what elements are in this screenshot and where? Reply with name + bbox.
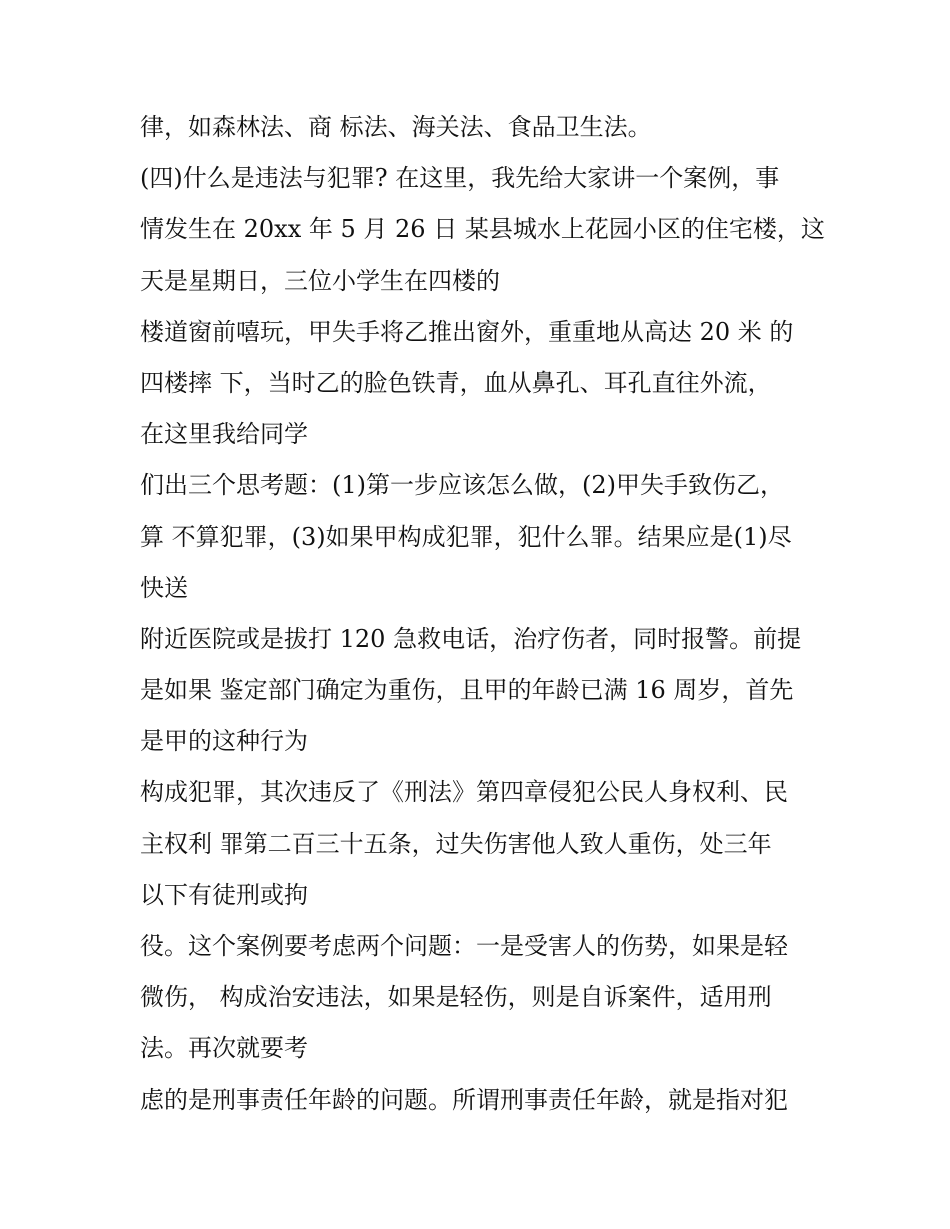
text-line: 们出三个思考题：(1)第一步应该怎么做，(2)甲失手致伤乙， <box>140 471 784 500</box>
text-line: 役。这个案例要考虑两个问题：一是受害人的伤势，如果是轻 <box>140 932 788 960</box>
text-line: 在这里我给同学 <box>140 420 308 449</box>
text-line: 附近医院或是拔打 120 急救电话，治疗伤者，同时报警。前提 <box>140 624 802 653</box>
text-line: 算 不算犯罪，(3)如果甲构成犯罪，犯什么罪。结果应是(1)尽 <box>140 522 792 551</box>
text-line: 微伤， 构成治安违法，如果是轻伤，则是自诉案件，适用刑 <box>140 983 772 1012</box>
text-line: 四楼摔 下，当时乙的脸色铁青，血从鼻孔、耳孔直往外流， <box>140 368 772 397</box>
text-line: 是甲的这种行为 <box>140 727 308 756</box>
text-line: 天是星期日，三位小学生在四楼的 <box>140 266 500 295</box>
text-line: (四)什么是违法与犯罪? 在这里，我先给大家讲一个案例，事 <box>140 164 780 193</box>
text-line: 是如果 鉴定部门确定为重伤，且甲的年龄已满 16 周岁，首先 <box>140 676 794 705</box>
text-line: 楼道窗前嘻玩，甲失手将乙推出窗外，重重地从高达 20 米 的 <box>140 317 794 346</box>
body-text <box>140 102 830 1126</box>
text-line: 构成犯罪，其次违反了《刑法》第四章侵犯公民人身权利、民 <box>140 778 788 807</box>
text-line: 法。再次就要考 <box>140 1034 308 1063</box>
text-line: 律，如森林法、商 标法、海关法、食品卫生法。 <box>140 113 652 141</box>
text-line: 以下有徒刑或拘 <box>140 880 308 909</box>
text-line: 主权利 罪第二百三十五条，过失伤害他人致人重伤，处三年 <box>140 829 772 858</box>
text-line: 情发生在 20xx 年 5 月 26 日 某县城水上花园小区的住宅楼，这 <box>140 215 825 244</box>
text-line: 快送 <box>140 573 188 602</box>
text-line: 虑的是刑事责任年龄的问题。所谓刑事责任年龄，就是指对犯 <box>140 1085 788 1114</box>
